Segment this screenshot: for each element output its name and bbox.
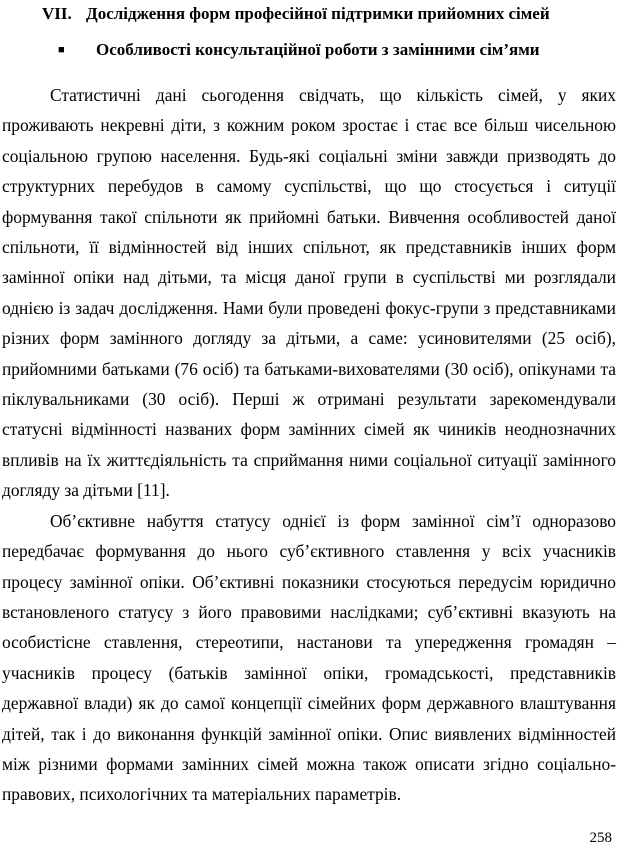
square-bullet-icon: ■ bbox=[58, 44, 65, 56]
subsection-title: Особливості консультаційної роботи з замінними сім’ями bbox=[96, 40, 540, 59]
section-number: VII. bbox=[42, 4, 72, 23]
section-heading bbox=[42, 4, 602, 24]
section-title: Дослідження форм професійної підтримки прийомних сімей bbox=[86, 4, 550, 23]
paragraph-1: Статистичні дані сьогодення свідчать, що кількість сімей, у яких проживають некревні діти, з кожним роком зростає і стає все більш чисельною соціальною групою населення. Будь-які соціальні зміни завжди призводять до структурних перебудов в самому суспільстві, що що стосується і ситуції формування такої спільноти як прийомні батьки. Вивчення особливостей даної спільноти, її відмінностей від інших спільнот, як представників інших форм замінної опіки над дітьми, та місця даної групи в суспільстві ми розглядали однією із задач дослідження. Нами були проведені фокус-групи з представниками різних форм замінного догляду за дітьми, а саме: усиновителями (25 осіб), прийомними батьками (76 осіб) та батьками-вихователями (30 осіб), опікунами та піклувальниками (30 осіб). Перші ж отримані результати зарекомендували статусні відмінності названих форм замінних сімей як чиників неоднозначних впливів на їх життєдіяльність та сприймання ними соціальної ситуації замінного догляду за дітьми [11]. bbox=[2, 85, 616, 501]
paragraph-2: Об’єктивне набуття статусу однієї із форм замінної сім’ї одноразово передбачає формування до нього суб’єктивного ставлення у всіх учасників процесу замінної опіки. Об’єктивні показники стосуються передусім юридично встановленого статусу з його правовими наслідками; суб’єктивні вказують на особистісне ставлення, стереотипи, настанови та упередження громадян – учасників процесу (батьків замінної опіки, громадськості, представників державної влади) як до самої концепції сімейних форм державного влаштування дітей, так і до виконання функцій замінної опіки. Опис виявлених відмінностей між різними формами замінних сімей можна також описати згідно соціально-правових, психологічних та матеріальних параметрів. bbox=[2, 510, 616, 805]
body-text bbox=[2, 80, 616, 810]
subsection-heading bbox=[58, 40, 598, 60]
page-number: 258 bbox=[589, 830, 612, 846]
